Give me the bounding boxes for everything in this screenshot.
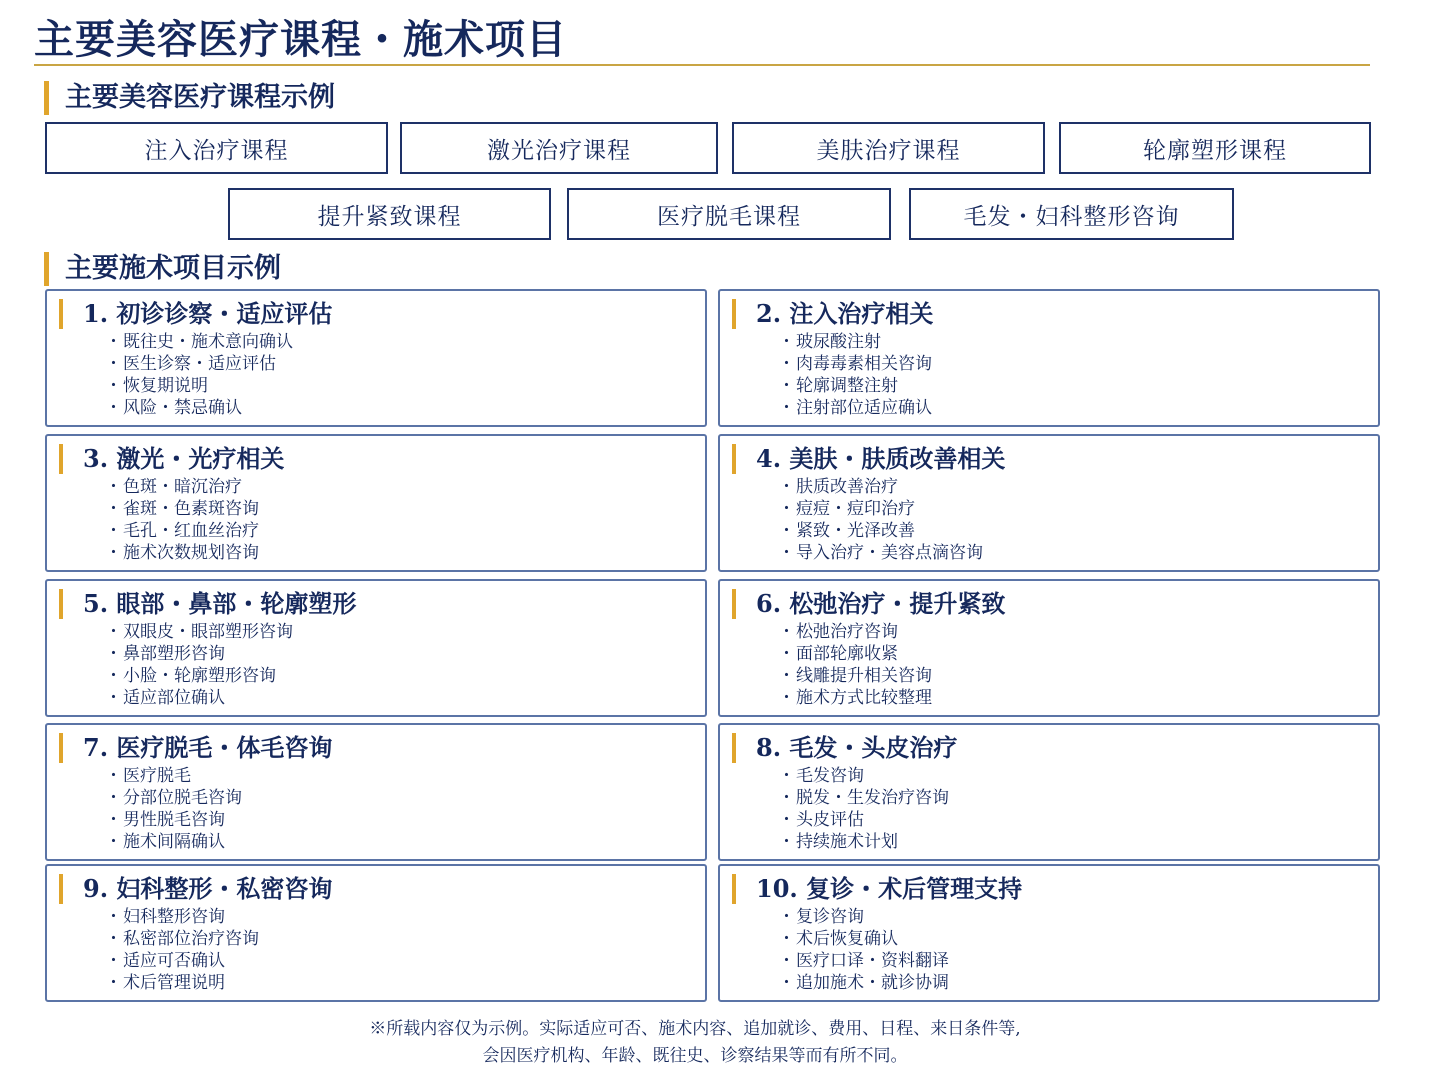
procedure-item-text: 施术次数规划咨询: [123, 543, 259, 563]
bullet-icon: ・: [105, 398, 122, 418]
procedure-item-text: 复诊咨询: [796, 907, 864, 927]
procedure-card: [45, 289, 707, 427]
procedure-item-text: 恢复期说明: [123, 376, 208, 396]
procedure-item-list: [778, 331, 932, 419]
procedure-item-text: 医疗口译・资料翻译: [796, 951, 949, 971]
bullet-icon: ・: [105, 354, 122, 374]
procedure-item-list: [105, 476, 259, 564]
procedure-card: [718, 434, 1380, 572]
bullet-icon: ・: [778, 766, 795, 786]
procedure-card-title: 2. 注入治疗相关: [732, 299, 933, 329]
procedure-list-item: [778, 765, 949, 787]
procedure-list-item: [105, 906, 259, 928]
procedure-item-text: 线雕提升相关咨询: [796, 666, 932, 686]
bullet-icon: ・: [105, 788, 122, 808]
procedure-item-text: 注射部位适应确认: [796, 398, 932, 418]
bullet-icon: ・: [778, 376, 795, 396]
procedure-card: [45, 579, 707, 717]
procedure-item-text: 男性脱毛咨询: [123, 810, 225, 830]
procedure-card-title: 3. 激光・光疗相关: [59, 444, 284, 474]
bullet-icon: ・: [105, 644, 122, 664]
procedure-list-item: [778, 687, 932, 709]
procedure-list-item: [778, 831, 949, 853]
procedure-list-item: [778, 331, 932, 353]
procedure-list-item: [778, 621, 932, 643]
procedure-item-text: 轮廓调整注射: [796, 376, 898, 396]
procedure-item-text: 色斑・暗沉治疗: [123, 477, 242, 497]
disclaimer-note: [0, 1016, 1390, 1070]
procedure-item-text: 适应部位确认: [123, 688, 225, 708]
procedure-list-item: [778, 353, 932, 375]
bullet-icon: ・: [105, 521, 122, 541]
procedure-list-item: [778, 498, 983, 520]
bullet-icon: ・: [778, 666, 795, 686]
procedure-list-item: [105, 765, 242, 787]
procedure-item-text: 分部位脱毛咨询: [123, 788, 242, 808]
procedure-item-text: 头皮评估: [796, 810, 864, 830]
bullet-icon: ・: [105, 332, 122, 352]
bullet-icon: ・: [778, 521, 795, 541]
bullet-icon: ・: [105, 477, 122, 497]
procedure-list-item: [778, 643, 932, 665]
procedure-item-list: [105, 765, 242, 853]
procedure-item-text: 医生诊察・适应评估: [123, 354, 276, 374]
procedure-item-text: 肤质改善治疗: [796, 477, 898, 497]
procedure-list-item: [105, 809, 242, 831]
bullet-icon: ・: [778, 354, 795, 374]
procedure-item-text: 导入治疗・美容点滴咨询: [796, 543, 983, 563]
bullet-icon: ・: [105, 810, 122, 830]
procedure-list-item: [105, 375, 293, 397]
procedure-card-title: 6. 松弛治疗・提升紧致: [732, 589, 1005, 619]
bullet-icon: ・: [105, 622, 122, 642]
procedure-list-item: [105, 972, 259, 994]
procedure-list-item: [105, 687, 293, 709]
bullet-icon: ・: [778, 499, 795, 519]
course-button-lifting[interactable]: 提升紧致课程: [228, 188, 551, 240]
bullet-icon: ・: [778, 622, 795, 642]
procedure-item-list: [105, 621, 293, 709]
procedure-card-title: 5. 眼部・鼻部・轮廓塑形: [59, 589, 356, 619]
procedure-item-text: 施术方式比较整理: [796, 688, 932, 708]
bullet-icon: ・: [778, 398, 795, 418]
procedure-item-list: [778, 476, 983, 564]
procedure-list-item: [105, 643, 293, 665]
procedure-item-text: 术后恢复确认: [796, 929, 898, 949]
procedure-list-item: [105, 950, 259, 972]
procedure-list-item: [105, 397, 293, 419]
bullet-icon: ・: [105, 907, 122, 927]
procedure-card-title: 1. 初诊诊察・适应评估: [59, 299, 332, 329]
procedure-list-item: [778, 375, 932, 397]
procedure-card: [718, 864, 1380, 1002]
bullet-icon: ・: [778, 951, 795, 971]
procedure-item-text: 追加施术・就诊协调: [796, 973, 949, 993]
procedure-item-text: 雀斑・色素斑咨询: [123, 499, 259, 519]
bullet-icon: ・: [105, 666, 122, 686]
bullet-icon: ・: [778, 477, 795, 497]
bullet-icon: ・: [778, 907, 795, 927]
procedure-item-text: 既往史・施术意向确认: [123, 332, 293, 352]
procedure-list-item: [105, 353, 293, 375]
procedure-list-item: [778, 520, 983, 542]
course-button-injection[interactable]: 注入治疗课程: [45, 122, 388, 174]
procedure-list-item: [105, 542, 259, 564]
course-button-contour[interactable]: 轮廓塑形课程: [1059, 122, 1371, 174]
procedure-item-text: 肉毒毒素相关咨询: [796, 354, 932, 374]
bullet-icon: ・: [105, 499, 122, 519]
procedure-list-item: [105, 665, 293, 687]
procedure-item-text: 玻尿酸注射: [796, 332, 881, 352]
course-button-hair-removal[interactable]: 医疗脱毛课程: [567, 188, 891, 240]
bullet-icon: ・: [778, 973, 795, 993]
procedure-list-item: [105, 928, 259, 950]
procedure-list-item: [778, 950, 949, 972]
procedure-item-text: 脱发・生发治疗咨询: [796, 788, 949, 808]
title-divider: [34, 64, 1370, 66]
procedure-item-text: 术后管理说明: [123, 973, 225, 993]
procedure-item-text: 适应可否确认: [123, 951, 225, 971]
bullet-icon: ・: [105, 951, 122, 971]
procedure-card-title: 4. 美肤・肤质改善相关: [732, 444, 1005, 474]
procedure-card: [45, 864, 707, 1002]
procedure-item-list: [778, 621, 932, 709]
procedure-item-text: 鼻部塑形咨询: [123, 644, 225, 664]
bullet-icon: ・: [778, 929, 795, 949]
bullet-icon: ・: [778, 644, 795, 664]
procedure-list-item: [105, 498, 259, 520]
bullet-icon: ・: [778, 688, 795, 708]
bullet-icon: ・: [105, 929, 122, 949]
procedure-card-title: 9. 妇科整形・私密咨询: [59, 874, 332, 904]
bullet-icon: ・: [778, 332, 795, 352]
procedure-item-text: 紧致・光泽改善: [796, 521, 915, 541]
course-button-skin[interactable]: 美肤治疗课程: [732, 122, 1045, 174]
course-button-hair-gyne[interactable]: 毛发・妇科整形咨询: [909, 188, 1234, 240]
bullet-icon: ・: [778, 543, 795, 563]
bullet-icon: ・: [105, 832, 122, 852]
procedure-item-text: 松弛治疗咨询: [796, 622, 898, 642]
bullet-icon: ・: [105, 766, 122, 786]
procedure-list-item: [778, 928, 949, 950]
procedure-list-item: [778, 476, 983, 498]
procedure-list-item: [105, 831, 242, 853]
procedure-item-text: 医疗脱毛: [123, 766, 191, 786]
procedures-section-heading: 主要施术项目示例: [44, 252, 281, 286]
procedure-list-item: [778, 809, 949, 831]
procedure-item-list: [778, 906, 949, 994]
bullet-icon: ・: [778, 788, 795, 808]
procedure-item-text: 持续施术计划: [796, 832, 898, 852]
bullet-icon: ・: [778, 832, 795, 852]
procedure-list-item: [105, 787, 242, 809]
procedure-list-item: [778, 665, 932, 687]
procedure-list-item: [778, 972, 949, 994]
bullet-icon: ・: [105, 376, 122, 396]
bullet-icon: ・: [105, 973, 122, 993]
procedure-list-item: [778, 906, 949, 928]
procedure-card: [45, 434, 707, 572]
procedure-list-item: [778, 397, 932, 419]
procedure-card-title: 10. 复诊・术后管理支持: [732, 874, 1022, 904]
course-button-laser[interactable]: 激光治疗课程: [400, 122, 718, 174]
procedure-list-item: [778, 787, 949, 809]
procedure-list-item: [105, 331, 293, 353]
procedure-item-list: [105, 906, 259, 994]
procedure-item-text: 面部轮廓收紧: [796, 644, 898, 664]
procedure-card-title: 7. 医疗脱毛・体毛咨询: [59, 733, 332, 763]
procedure-item-list: [778, 765, 949, 853]
procedure-item-text: 妇科整形咨询: [123, 907, 225, 927]
courses-section-heading: 主要美容医疗课程示例: [44, 81, 335, 115]
page-title: 主要美容医疗课程・施术项目: [34, 16, 567, 63]
procedure-item-text: 毛孔・红血丝治疗: [123, 521, 259, 541]
procedure-item-list: [105, 331, 293, 419]
procedure-card: [718, 723, 1380, 861]
procedure-item-text: 风险・禁忌确认: [123, 398, 242, 418]
procedure-list-item: [105, 520, 259, 542]
procedure-card: [718, 289, 1380, 427]
bullet-icon: ・: [778, 810, 795, 830]
bullet-icon: ・: [105, 688, 122, 708]
procedure-list-item: [778, 542, 983, 564]
disclaimer-line-1: ※所载内容仅为示例。实际适应可否、施术内容、追加就诊、费用、日程、来日条件等,: [369, 1019, 1021, 1039]
procedure-item-text: 双眼皮・眼部塑形咨询: [123, 622, 293, 642]
procedure-card-title: 8. 毛发・头皮治疗: [732, 733, 957, 763]
procedure-item-text: 小脸・轮廓塑形咨询: [123, 666, 276, 686]
procedure-card: [45, 723, 707, 861]
procedure-item-text: 私密部位治疗咨询: [123, 929, 259, 949]
procedure-item-text: 毛发咨询: [796, 766, 864, 786]
procedure-list-item: [105, 476, 259, 498]
procedure-card: [718, 579, 1380, 717]
procedure-item-text: 痘痘・痘印治疗: [796, 499, 915, 519]
disclaimer-line-2: 会因医疗机构、年龄、既往史、诊察结果等而有所不同。: [482, 1046, 908, 1066]
bullet-icon: ・: [105, 543, 122, 563]
procedure-item-text: 施术间隔确认: [123, 832, 225, 852]
procedure-list-item: [105, 621, 293, 643]
